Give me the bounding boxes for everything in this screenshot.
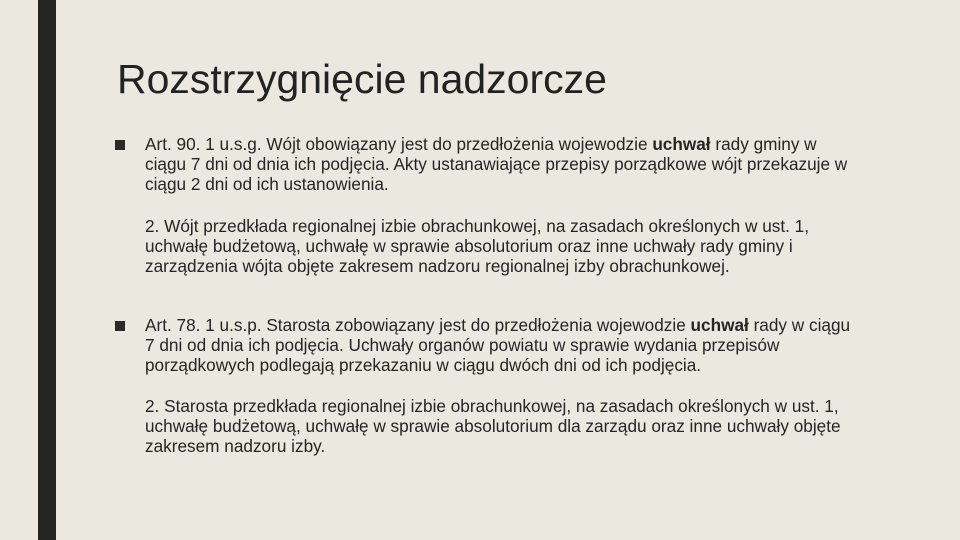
art-90-bold-term: uchwał (652, 134, 711, 154)
art-90-text-end: rady gminy w ciągu 7 dni od dnia ich podjęcia. Akty ustanawiające przepisy porządkowe wójt przekazuje w ciągu 2 dni od ich ustanowienia. (145, 134, 848, 194)
bullet-item-art-78 (115, 315, 860, 375)
art-78-subparagraph: 2. Starosta przedkłada regionalnej izbie obrachunkowej, na zasadach określonych w ust. 1, uchwałę budżetową, uchwałę w sprawie absolutorium dla zarządu oraz inne uchwały objęte zakresem nadzoru izby. (145, 396, 841, 456)
art-90-paragraph (145, 134, 860, 194)
art-90-subparagraph: 2. Wójt przedkłada regionalnej izbie obrachunkowej, na zasadach określonych w ust. 1, uchwałę budżetową, uchwałę w sprawie absolutorium oraz inne uchwały rady gminy i zarządzenia wójta objęte zakresem nadzoru regionalnej izby obrachunkowej. (145, 216, 810, 276)
art-78-text-end: rady w ciągu 7 dni od dnia ich podjęcia. Uchwały organów powiatu w sprawie wydania przepisów porządkowych podlegają przekazaniu w ciągu dwóch dni od ich podjęcia. (145, 315, 851, 375)
bullet-item-art-90 (115, 134, 860, 194)
slide-content (115, 134, 860, 456)
slide-title: Rozstrzygnięcie nadzorcze (117, 56, 607, 102)
left-accent-bar (38, 0, 56, 540)
art-78-text-start: Art. 78. 1 u.s.p. Starosta zobowiązany jest do przedłożenia wojewodzie (145, 315, 691, 335)
art-90-text-start: Art. 90. 1 u.s.g. Wójt obowiązany jest do przedłożenia wojewodzie (145, 134, 653, 154)
square-bullet-icon (115, 140, 125, 150)
art-78-paragraph (145, 315, 860, 375)
art-78-bold-term: uchwał (690, 315, 749, 335)
square-bullet-icon (115, 321, 125, 331)
